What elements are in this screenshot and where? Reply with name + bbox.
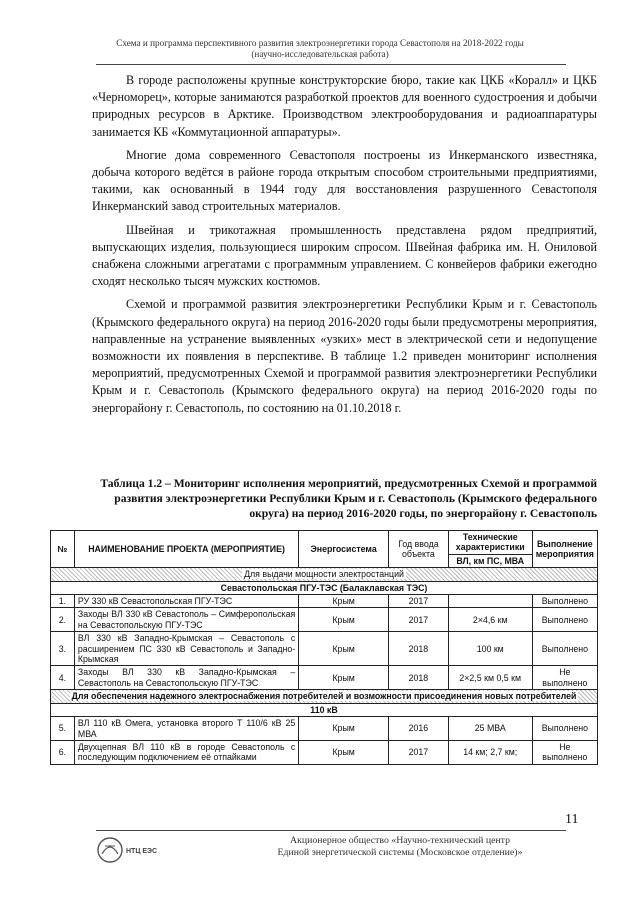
table-row [51,608,598,632]
footer-line-2: Единой энергетической системы (Московское отделение)» [277,847,523,858]
section-title: Для выдачи мощности электростанций [244,569,404,580]
footer-divider [96,830,566,831]
col-tech: Технические характеристики [448,531,532,555]
logo-text: НТЦ ЕЭС [126,848,158,855]
cell-num: 1. [51,595,75,608]
cell-tech: 2×4,6 км [448,608,532,632]
band-row [51,703,598,716]
col-done: Выполнение мероприятия [532,531,597,568]
cell-year: 2017 [389,740,449,764]
paragraph: Схемой и программой развития электроэнергетики Республики Крым и г. Севастополь (Крымского федерального округа) на период 2016-2020 годы были предусмотрены мероприятия, направленные на устранение выявленных «узких» мест в электрической сети и недопущение возможности их появления в перспективе. В таблице 1.2 приведен мониторинг исполнения мероприятий, предусмотренных Схемой и программой развития электроэнергетики Республики Крым и г. Севастополь (Крымского федерального округа) на период 2016-2020 годы по энергорайону г. Севастополь, по состоянию на 01.10.2018 г. [92,297,597,415]
band-row [51,581,598,594]
cell-tech [448,595,532,608]
cell-status: Не выполнено [532,666,597,690]
section-row [51,690,598,703]
cell-tech: 2×2,5 км 0,5 км [448,666,532,690]
table-row [51,666,598,690]
cell-tech: 14 км; 2,7 км; [448,740,532,764]
band-title: Севастопольская ПГУ-ТЭС (Балаклавская ТЭС) [51,581,598,594]
cell-name: ВЛ 330 кВ Западно-Крымская – Севастополь с расширением ПС 330 кВ Севастополь и Западно-Крымская [74,632,298,666]
paragraph: В городе расположены крупные конструкторские бюро, такие как ЦКБ «Коралл» и ЦКБ «Черноморец», которые занимаются разработкой проектов для военного судостроения и добычи природных ресурсов в Арктике. Производством электрооборудования и радиоаппаратуры занимается КБ «Коммутационной аппаратуры». [92,73,597,139]
cell-name: ВЛ 110 кВ Омега, установка второго Т 110/6 кВ 25 МВА [74,717,298,741]
body-text [92,72,597,423]
cell-status: Выполнено [532,595,597,608]
cell-year: 2016 [389,717,449,741]
cell-system: Крым [299,666,389,690]
cell-year: 2017 [389,595,449,608]
header-line-2: (научно-исследовательская работа) [251,49,389,59]
footer-line-1: Акционерное общество «Научно-технический центр [290,835,510,846]
table-row [51,740,598,764]
col-name: НАИМЕНОВАНИЕ ПРОЕКТА (МЕРОПРИЯТИЕ) [74,531,298,568]
cell-year: 2018 [389,666,449,690]
cell-system: Крым [299,595,389,608]
cell-num: 4. [51,666,75,690]
page-number: 11 [565,812,579,827]
table-row [51,717,598,741]
col-year: Год ввода объекта [389,531,449,568]
section-title: Для обеспечения надежного электроснабжения потребителей и возможности присоединения новых потребителей [71,691,577,702]
cell-num: 2. [51,608,75,632]
ntc-ees-logo-icon [96,832,158,868]
cell-status: Выполнено [532,632,597,666]
cell-status: Не выполнено [532,740,597,764]
cell-name: РУ 330 кВ Севастопольская ПГУ-ТЭС [74,595,298,608]
cell-status: Выполнено [532,717,597,741]
cell-name: Заходы ВЛ 330 кВ Западно-Крымская – Севастополь на Севастопольскую ПГУ-ТЭС [74,666,298,690]
cell-year: 2018 [389,632,449,666]
table-row [51,632,598,666]
table-caption: Таблица 1.2 – Мониторинг исполнения мероприятий, предусмотренных Схемой и программой развития электроэнергетики Республики Крым и г. Севастополь (Крымского федерального округа) на период 2016-2020 годы, по энергорайону г. Севастополь [100,477,597,520]
cell-name: Заходы ВЛ 330 кВ Севастополь – Симферопольская на Севастопольскую ПГУ-ТЭС [74,608,298,632]
table-row [51,595,598,608]
table-header-row [51,531,598,555]
page-header [0,38,640,60]
paragraph: Многие дома современного Севастополя построены из Инкерманского известняка, добыча которого ведётся в районе города открытым способом строительными предприятиями, такими, как основанный в 1944 году для восстановления разрушенного Севастополя Инкерманский завод строительных материалов. [92,147,597,214]
cell-status: Выполнено [532,608,597,632]
monitoring-table [50,530,598,765]
col-tech-sub: ВЛ, км ПС, МВА [448,554,532,567]
header-divider [96,64,566,65]
header-line-1: Схема и программа перспективного развития электроэнергетики города Севастополя на 2018-2022 годы [116,38,524,48]
cell-system: Крым [299,632,389,666]
cell-system: Крым [299,717,389,741]
cell-num: 6. [51,740,75,764]
cell-num: 5. [51,717,75,741]
cell-system: Крым [299,608,389,632]
band-title: 110 кВ [51,703,598,716]
page-footer [205,835,595,859]
cell-name: Двухцепная ВЛ 110 кВ в городе Севастополь с последующим подключением её отпайками [74,740,298,764]
cell-year: 2017 [389,608,449,632]
paragraph: Швейная и трикотажная промышленность представлена рядом предприятий, выпускающих изделия, пользующиеся широким спросом. Швейная фабрика им. Н. Ониловой снабжена сложными агрегатами с программным управлением. С конвейеров фабрики ежегодно сходят несколько тысяч мужских костюмов. [92,222,597,289]
cell-tech: 100 км [448,632,532,666]
col-num: № [51,531,75,568]
section-row [51,568,598,581]
col-system: Энергосистема [299,531,389,568]
cell-tech: 25 МВА [448,717,532,741]
cell-num: 3. [51,632,75,666]
cell-system: Крым [299,740,389,764]
